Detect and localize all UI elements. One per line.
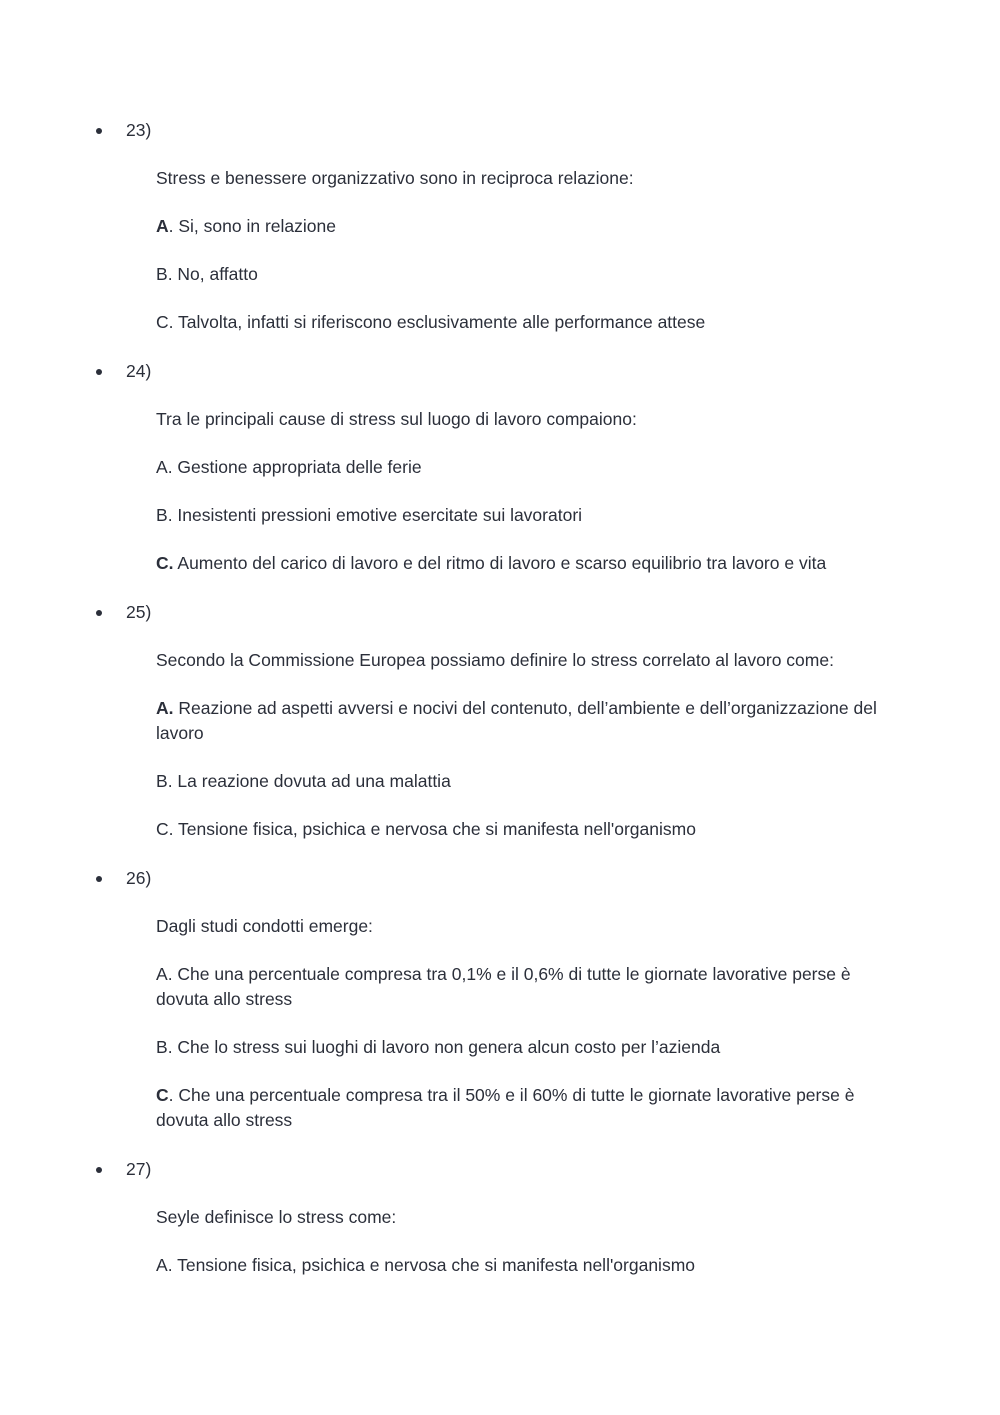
answer-letter: C. <box>156 553 174 573</box>
answer-text: . Tensione fisica, psichica e nervosa che si manifesta nell'organismo <box>168 819 696 839</box>
answer-letter: B <box>156 264 168 284</box>
answer-text: . La reazione dovuta ad una malattia <box>167 771 451 791</box>
question-item <box>0 599 1000 842</box>
answer-text: Aumento del carico di lavoro e del ritmo di lavoro e scarso equilibrio tra lavoro e vita <box>173 553 827 573</box>
answer-text: . Che lo stress sui luoghi di lavoro non genera alcun costo per l’azienda <box>167 1037 721 1057</box>
answer-letter: A <box>156 1255 168 1275</box>
answer-letter: B <box>156 505 168 525</box>
question-list <box>0 117 1000 1301</box>
question-item <box>0 865 1000 1133</box>
question-prompt: Tra le principali cause di stress sul luogo di lavoro compaiono: <box>156 409 637 429</box>
answer-text: . No, affatto <box>167 264 258 284</box>
answer-text: . Gestione appropriata delle ferie <box>167 457 422 477</box>
question-header <box>0 117 1000 143</box>
answer-letter: B <box>156 1037 168 1057</box>
answer-letter: C <box>156 312 169 332</box>
question-prompt: Stress e benessere organizzativo sono in reciproca relazione: <box>156 168 634 188</box>
answer-option <box>156 262 906 287</box>
answer-letter: A <box>156 457 168 477</box>
bullet-icon <box>96 369 102 375</box>
question-number: 26) <box>126 868 152 888</box>
question-header <box>0 599 1000 625</box>
answer-text: . Che una percentuale compresa tra il 50% e il 60% di tutte le giornate lavorative perse è dovuta allo stress <box>156 1085 855 1130</box>
answer-text: . Che una percentuale compresa tra 0,1% e il 0,6% di tutte le giornate lavorative perse è dovuta allo stress <box>156 964 851 1009</box>
answer-option <box>156 310 906 335</box>
question-item <box>0 117 1000 335</box>
answer-option <box>156 769 906 794</box>
question-prompt: Dagli studi condotti emerge: <box>156 916 373 936</box>
answer-option <box>156 817 906 842</box>
bullet-icon <box>96 876 102 882</box>
answer-letter: A <box>156 964 168 984</box>
question-item <box>0 1156 1000 1278</box>
question-number: 27) <box>126 1159 152 1179</box>
question-header <box>0 865 1000 891</box>
question-header <box>0 358 1000 384</box>
answer-option <box>156 1253 906 1278</box>
question-number: 25) <box>126 602 152 622</box>
question-number: 23) <box>126 120 152 140</box>
bullet-icon <box>96 128 102 134</box>
answer-letter: A <box>156 216 169 236</box>
answer-option <box>156 1035 906 1060</box>
answer-text: Reazione ad aspetti avversi e nocivi del contenuto, dell’ambiente e dell’organizzazione del lavoro <box>156 698 877 743</box>
answer-option <box>156 1083 906 1133</box>
answer-letter: B <box>156 771 168 791</box>
answer-text: . Talvolta, infatti si riferiscono esclusivamente alle performance attese <box>168 312 706 332</box>
answer-option <box>156 962 906 1012</box>
answer-letter: A. <box>156 698 174 718</box>
answer-option <box>156 503 906 528</box>
answer-option <box>156 696 906 746</box>
answer-text: . Tensione fisica, psichica e nervosa che si manifesta nell'organismo <box>167 1255 696 1275</box>
answer-text: . Inesistenti pressioni emotive esercitate sui lavoratori <box>167 505 583 525</box>
question-header <box>0 1156 1000 1182</box>
answer-letter: C <box>156 819 169 839</box>
answer-text: . Si, sono in relazione <box>168 216 336 236</box>
answer-option <box>156 455 906 480</box>
question-item <box>0 358 1000 576</box>
answer-option <box>156 214 906 239</box>
bullet-icon <box>96 610 102 616</box>
bullet-icon <box>96 1167 102 1173</box>
answer-option <box>156 551 906 576</box>
answer-letter: C <box>156 1085 169 1105</box>
question-prompt: Secondo la Commissione Europea possiamo definire lo stress correlato al lavoro come: <box>156 650 834 670</box>
question-prompt: Seyle definisce lo stress come: <box>156 1207 397 1227</box>
question-number: 24) <box>126 361 152 381</box>
